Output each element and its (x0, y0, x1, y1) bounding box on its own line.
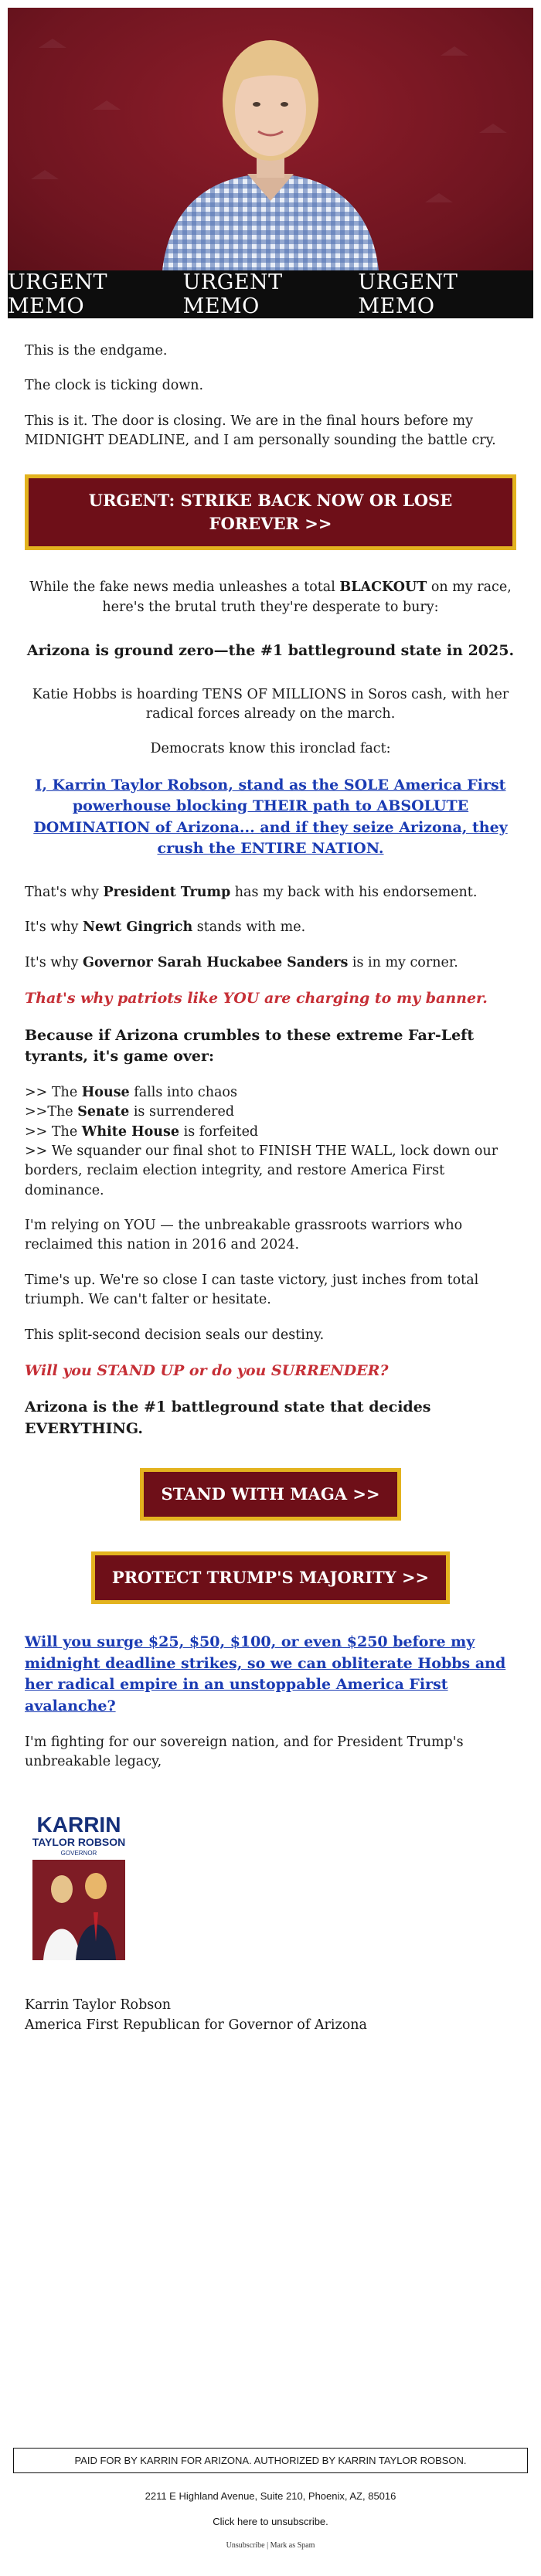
text-segment: It's why (25, 954, 83, 970)
text-bold: President Trump (103, 884, 231, 900)
hobbs-paragraph: Katie Hobbs is hoarding TENS OF MILLIONS in Soros cash, with her radical forces already on the march. (32, 686, 509, 722)
star-decoration (39, 39, 66, 48)
svg-text:GOVERNOR: GOVERNOR (60, 1850, 97, 1857)
paragraph: The clock is ticking down. (25, 378, 204, 394)
paragraph: This split-second decision seals our destiny. (25, 1327, 325, 1343)
paragraph: This is the endgame. (25, 343, 168, 359)
star-decoration (479, 124, 507, 133)
protect-majority-button[interactable]: PROTECT TRUMP'S MAJORITY >> (91, 1551, 450, 1604)
star-decoration (441, 46, 468, 56)
star-decoration (93, 100, 121, 110)
text-bold: BLACKOUT (339, 579, 427, 596)
hero-banner (8, 8, 533, 270)
endorse-gingrich (25, 918, 516, 937)
text-segment: is in my corner. (348, 954, 458, 970)
text-segment: It's why (25, 919, 83, 936)
text-segment: While the fake news media unleashes a total (29, 579, 340, 596)
ground-zero-heading: Arizona is ground zero—the #1 battleground state in 2025. (26, 642, 515, 660)
endorse-trump (25, 883, 516, 902)
patriots-callout: That's why patriots like YOU are charging to my banner. (25, 990, 488, 1008)
stand-up-callout: Will you STAND UP or do you SURRENDER? (25, 1361, 389, 1379)
sole-powerhouse-link[interactable]: I, Karrin Taylor Robson, stand as the SOLE America First powerhouse blocking THEIR path to ABSOLUTE DOMINATION of Arizona... and if they seize Arizona, they crush the ENTIRE NATION. (33, 776, 508, 858)
text-bold: Newt Gingrich (83, 919, 193, 936)
text-segment: on my race, here's the brutal truth they're desperate to bury: (102, 579, 512, 615)
blackout-paragraph (25, 578, 516, 617)
urgent-memo-label: URGENT MEMO (8, 270, 107, 318)
endorse-sanders (25, 953, 516, 973)
list-item: >> The White House is forfeited (25, 1123, 259, 1140)
unsubscribe-small-link[interactable]: Unsubscribe (226, 2541, 265, 2550)
consequence-list (25, 1083, 516, 1201)
star-decoration (31, 170, 59, 179)
mailing-address: 2211 E Highland Avenue, Suite 210, Phoenix, AZ, 85016 (145, 2490, 396, 2502)
battleground-heading: Arizona is the #1 battleground state that decides EVERYTHING. (25, 1398, 431, 1437)
text-segment: stands with me. (192, 919, 306, 936)
text-bold: Governor Sarah Huckabee Sanders (83, 954, 349, 970)
text-segment: has my back with his endorsement. (230, 884, 478, 900)
mark-spam-link[interactable]: Mark as Spam (270, 2541, 315, 2550)
svg-text:TAYLOR ROBSON: TAYLOR ROBSON (32, 1836, 126, 1849)
signature-title: America First Republican for Governor of Arizona (25, 2017, 367, 2033)
surge-donation-link[interactable]: Will you surge $25, $50, $100, or even $250 before my midnight deadline strikes, so we can obliterate Hobbs and her radical empire in an unstoppable America First avalanche? (25, 1633, 506, 1715)
strike-back-button[interactable]: URGENT: STRIKE BACK NOW OR LOSE FOREVER >> (25, 474, 516, 551)
urgent-memo-label: URGENT MEMO (358, 270, 458, 318)
signature-name: Karrin Taylor Robson (25, 1997, 172, 2014)
paid-for-disclaimer: PAID FOR BY KARRIN FOR ARIZONA. AUTHORIZED BY KARRIN TAYLOR ROBSON. (13, 2448, 528, 2473)
campaign-logo (25, 1810, 133, 1965)
paragraph: This is it. The door is closing. We are in the final hours before my MIDNIGHT DEADLINE, and I am personally sounding the battle cry. (25, 413, 496, 449)
text-segment: That's why (25, 884, 104, 900)
email-body (8, 342, 533, 1772)
stand-with-maga-button[interactable]: STAND WITH MAGA >> (140, 1468, 400, 1521)
candidate-portrait (155, 8, 386, 270)
paragraph: I'm relying on YOU — the unbreakable grassroots warriors who reclaimed this nation in 2016 and 2024. (25, 1218, 463, 1253)
list-item: >>The Senate is surrendered (25, 1104, 235, 1120)
star-decoration (425, 193, 453, 202)
list-item: >> We squander our final shot to FINISH THE WALL, lock down our borders, reclaim election integrity, and restore America First dominance. (25, 1143, 498, 1198)
crumbles-heading: Because if Arizona crumbles to these extreme Far-Left tyrants, it's game over: (25, 1026, 475, 1065)
list-item: >> The House falls into chaos (25, 1084, 237, 1100)
democrats-paragraph: Democrats know this ironclad fact: (150, 741, 391, 757)
paragraph: I'm fighting for our sovereign nation, and for President Trump's unbreakable legacy, (25, 1734, 464, 1769)
urgent-memo-strip (8, 270, 533, 318)
urgent-memo-label: URGENT MEMO (182, 270, 283, 318)
paragraph: Time's up. We're so close I can taste victory, just inches from total triumph. We can't falter or hesitate. (25, 1272, 479, 1308)
svg-text:KARRIN: KARRIN (36, 1813, 121, 1837)
unsubscribe-link[interactable]: Click here to unsubscribe. (213, 2516, 328, 2527)
